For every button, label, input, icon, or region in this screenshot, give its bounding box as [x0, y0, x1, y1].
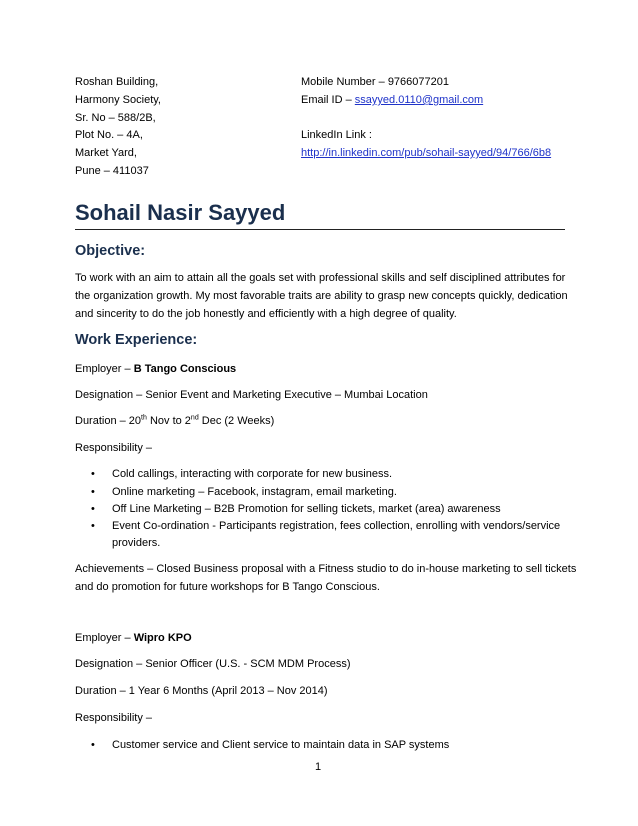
- objective-line: and sincerity to do the job honestly and efficiently with a high degree of quality.: [75, 308, 457, 320]
- job2-bullet: Customer service and Client service to maintain data in SAP systems: [112, 739, 450, 751]
- job1-employer: [75, 361, 236, 377]
- job2-employer: [75, 630, 192, 646]
- job1-bullet: Off Line Marketing – B2B Promotion for selling tickets, market (area) awareness: [112, 503, 501, 515]
- email-label: Email ID –: [301, 94, 355, 106]
- job1-achievements-line: Achievements – Closed Business proposal with a Fitness studio to do in-house marketing to sell tickets: [75, 563, 577, 575]
- employer-label: Employer –: [75, 632, 134, 644]
- objective-line: To work with an aim to attain all the goals set with professional skills and self disciplined attributes for: [75, 272, 566, 284]
- duration-text: Dec (2 Weeks): [198, 415, 275, 427]
- job1-bullet: Online marketing – Facebook, instagram, email marketing.: [112, 486, 397, 498]
- name-divider: [75, 229, 565, 230]
- employer-label: Employer –: [75, 363, 134, 375]
- address-line: Harmony Society,: [75, 94, 161, 106]
- candidate-name: Sohail Nasir Sayyed: [75, 200, 286, 225]
- linkedin-link[interactable]: http://in.linkedin.com/pub/sohail-sayyed/94/766/6b8: [301, 147, 552, 159]
- page-number: 1: [315, 761, 322, 773]
- duration-text: Nov to 2: [146, 415, 191, 427]
- employer-name: Wipro KPO: [133, 632, 192, 644]
- job1-responsibility-label: Responsibility –: [75, 442, 153, 454]
- job1-designation: Designation – Senior Event and Marketing Executive – Mumbai Location: [75, 389, 428, 401]
- duration-text: Duration – 20: [75, 415, 142, 427]
- bullet-icon: •: [91, 739, 95, 751]
- work-experience-heading: Work Experience:: [75, 332, 198, 348]
- bullet-icon: •: [91, 503, 95, 515]
- job1-bullet: Cold callings, interacting with corporate for new business.: [112, 468, 393, 480]
- job2-responsibility-label: Responsibility –: [75, 712, 153, 724]
- job1-bullet: Event Co-ordination - Participants registration, fees collection, enrolling with vendors/service: [112, 520, 561, 532]
- job2-duration: Duration – 1 Year 6 Months (April 2013 – Nov 2014): [75, 685, 328, 697]
- duration-superscript: nd: [190, 414, 199, 422]
- address-line: Plot No. – 4A,: [75, 129, 143, 141]
- job1-bullet-continuation: providers.: [112, 537, 161, 549]
- mobile-number: Mobile Number – 9766077201: [301, 76, 449, 88]
- address-line: Pune – 411037: [75, 165, 149, 177]
- job1-achievements-line: and do promotion for future workshops for B Tango Conscious.: [75, 581, 380, 593]
- bullet-icon: •: [91, 520, 95, 532]
- address-line: Sr. No – 588/2B,: [75, 112, 156, 124]
- objective-line: the organization growth. My most favorable traits are ability to grasp new concepts quickly, dedication: [75, 290, 568, 302]
- email-line: [301, 92, 483, 108]
- objective-heading: Objective:: [75, 243, 146, 259]
- address-line: Market Yard,: [75, 147, 137, 159]
- email-link[interactable]: ssayyed.0110@gmail.com: [354, 94, 484, 106]
- linkedin-label: LinkedIn Link :: [301, 129, 372, 141]
- job1-duration: [75, 413, 274, 429]
- employer-name: B Tango Conscious: [133, 363, 237, 375]
- bullet-icon: •: [91, 486, 95, 498]
- job2-designation: Designation – Senior Officer (U.S. - SCM MDM Process): [75, 658, 351, 670]
- bullet-icon: •: [91, 468, 95, 480]
- duration-superscript: th: [141, 414, 147, 422]
- address-line: Roshan Building,: [75, 76, 159, 88]
